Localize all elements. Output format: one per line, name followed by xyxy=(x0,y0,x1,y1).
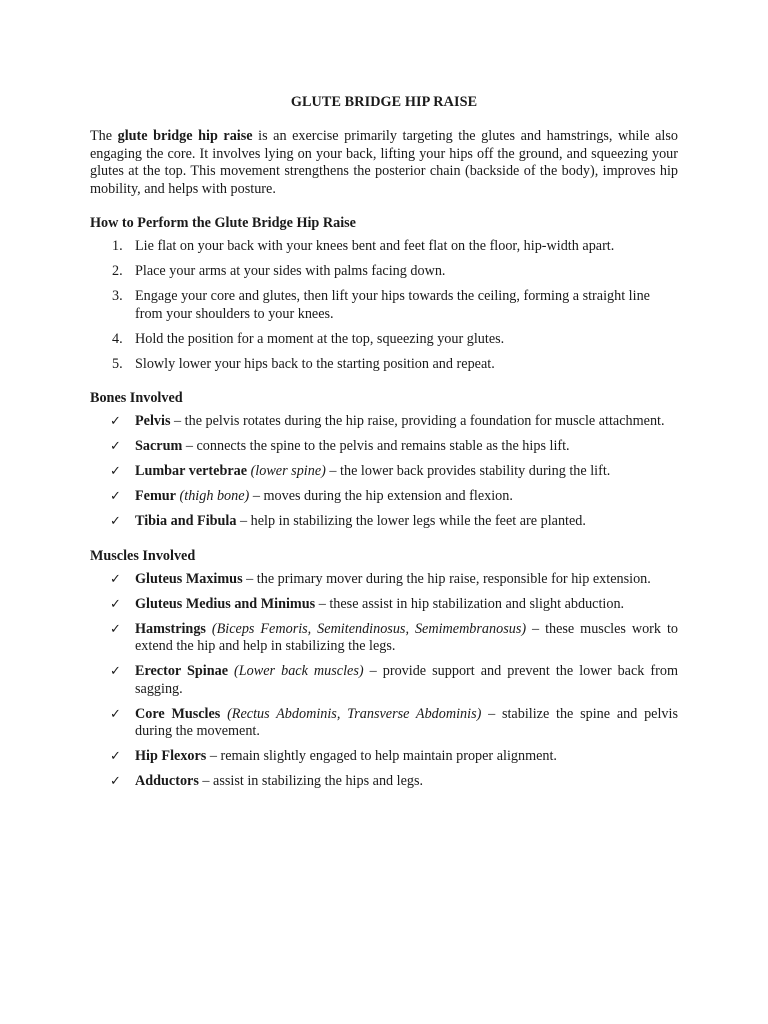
bone-term: Tibia and Fibula xyxy=(135,513,237,529)
step-item xyxy=(90,263,678,281)
checkmark-icon: ✓ xyxy=(110,706,121,722)
muscle-desc: – assist in stabilizing the hips and legs. xyxy=(198,773,424,789)
muscle-term: Core Muscles xyxy=(135,705,221,722)
step-number: 5. xyxy=(112,355,123,372)
step-item xyxy=(90,288,678,323)
muscle-item xyxy=(90,663,678,698)
intro-paragraph xyxy=(90,128,678,198)
perform-heading: How to Perform the Glute Bridge Hip Raise xyxy=(90,215,356,231)
checkmark-icon: ✓ xyxy=(110,439,121,454)
muscle-desc: – provide support and prevent the lower back from sagging. xyxy=(135,663,678,697)
checkmark-icon: ✓ xyxy=(110,774,121,789)
checkmark-icon: ✓ xyxy=(110,414,121,429)
muscle-item xyxy=(90,571,678,589)
checkmark-icon: ✓ xyxy=(110,621,121,637)
bone-item xyxy=(90,438,678,456)
muscle-item xyxy=(90,748,678,766)
step-item xyxy=(90,331,678,349)
bone-item xyxy=(90,513,678,531)
step-text: Slowly lower your hips back to the starting position and repeat. xyxy=(135,355,495,372)
step-text: Engage your core and glutes, then lift your hips towards the ceiling, forming a straight line from your shoulders to your knees. xyxy=(135,288,650,322)
muscle-term: Erector Spinae xyxy=(135,663,229,679)
checkmark-icon: ✓ xyxy=(110,596,121,612)
bone-term: Femur xyxy=(135,488,176,504)
bones-list xyxy=(90,413,678,531)
bone-term: Pelvis xyxy=(135,413,171,429)
step-item xyxy=(90,238,678,256)
intro-lead: The xyxy=(90,128,118,144)
document-body xyxy=(90,93,678,798)
intro-term: glute bridge hip raise xyxy=(117,128,253,144)
checkmark-icon: ✓ xyxy=(110,514,121,529)
muscle-item xyxy=(90,706,678,741)
muscle-desc: – stabilize the spine and pelvis during the movement. xyxy=(135,705,678,739)
step-number: 2. xyxy=(112,263,123,279)
muscle-term: Gluteus Medius and Minimus xyxy=(135,595,316,612)
checkmark-icon: ✓ xyxy=(110,571,121,587)
document-title: GLUTE BRIDGE HIP RAISE xyxy=(290,94,478,110)
muscle-term: Gluteus Maximus xyxy=(135,570,243,587)
bone-item xyxy=(90,463,678,481)
checkmark-icon: ✓ xyxy=(110,464,121,479)
bone-term: Sacrum xyxy=(135,438,183,454)
muscle-alt: (Rectus Abdominis, Transverse Abdominis) xyxy=(220,705,482,722)
muscle-desc: – these muscles work to extend the hip and help in stabilizing the legs. xyxy=(135,620,678,654)
bone-desc: – connects the spine to the pelvis and remains stable as the hips lift. xyxy=(182,438,570,454)
step-text: Hold the position for a moment at the top, squeezing your glutes. xyxy=(135,330,505,347)
muscles-list xyxy=(90,571,678,791)
checkmark-icon: ✓ xyxy=(110,664,121,679)
checkmark-icon: ✓ xyxy=(110,489,121,504)
step-text: Place your arms at your sides with palms facing down. xyxy=(135,263,446,279)
checkmark-icon: ✓ xyxy=(110,749,121,764)
muscle-alt: (Lower back muscles) xyxy=(228,663,364,679)
step-text: Lie flat on your back with your knees bent and feet flat on the floor, hip-width apart. xyxy=(135,238,615,254)
muscle-item xyxy=(90,596,678,614)
bone-desc: – the pelvis rotates during the hip raise, providing a foundation for muscle attachment. xyxy=(170,413,665,429)
bone-desc: – the lower back provides stability during the lift. xyxy=(325,463,611,479)
bones-heading: Bones Involved xyxy=(90,390,183,406)
bone-desc: – help in stabilizing the lower legs while the feet are planted. xyxy=(236,513,586,529)
step-number: 3. xyxy=(112,288,123,304)
step-item xyxy=(90,356,678,374)
muscle-item xyxy=(90,773,678,791)
muscle-alt: (Biceps Femoris, Semitendinosus, Semimembranosus) xyxy=(205,620,527,637)
bone-item xyxy=(90,488,678,506)
steps-list xyxy=(90,238,678,373)
intro-rest: is an exercise primarily targeting the glutes and hamstrings, while also engaging the core. It involves lying on your back, lifting your hips off the ground, and squeezing your glutes at the top. This movement strengthens the posterior chain (backside of the body), improves hip mobility, and helps with posture. xyxy=(90,128,678,197)
muscle-term: Adductors xyxy=(135,773,199,789)
muscle-term: Hamstrings xyxy=(135,620,206,637)
bone-item xyxy=(90,413,678,431)
muscle-desc: – remain slightly engaged to help maintain proper alignment. xyxy=(206,748,557,764)
muscles-heading: Muscles Involved xyxy=(90,547,196,564)
muscle-item xyxy=(90,621,678,656)
bone-alt: (thigh bone) xyxy=(175,488,250,504)
bone-term: Lumbar vertebrae xyxy=(135,463,248,479)
muscle-term: Hip Flexors xyxy=(135,748,207,764)
step-number: 1. xyxy=(112,238,123,254)
muscle-desc: – the primary mover during the hip raise, responsible for hip extension. xyxy=(242,570,651,587)
bone-desc: – moves during the hip extension and flexion. xyxy=(249,488,513,504)
bone-alt: (lower spine) xyxy=(247,463,326,479)
muscle-desc: – these assist in hip stabilization and slight abduction. xyxy=(315,595,625,612)
step-number: 4. xyxy=(112,330,123,347)
